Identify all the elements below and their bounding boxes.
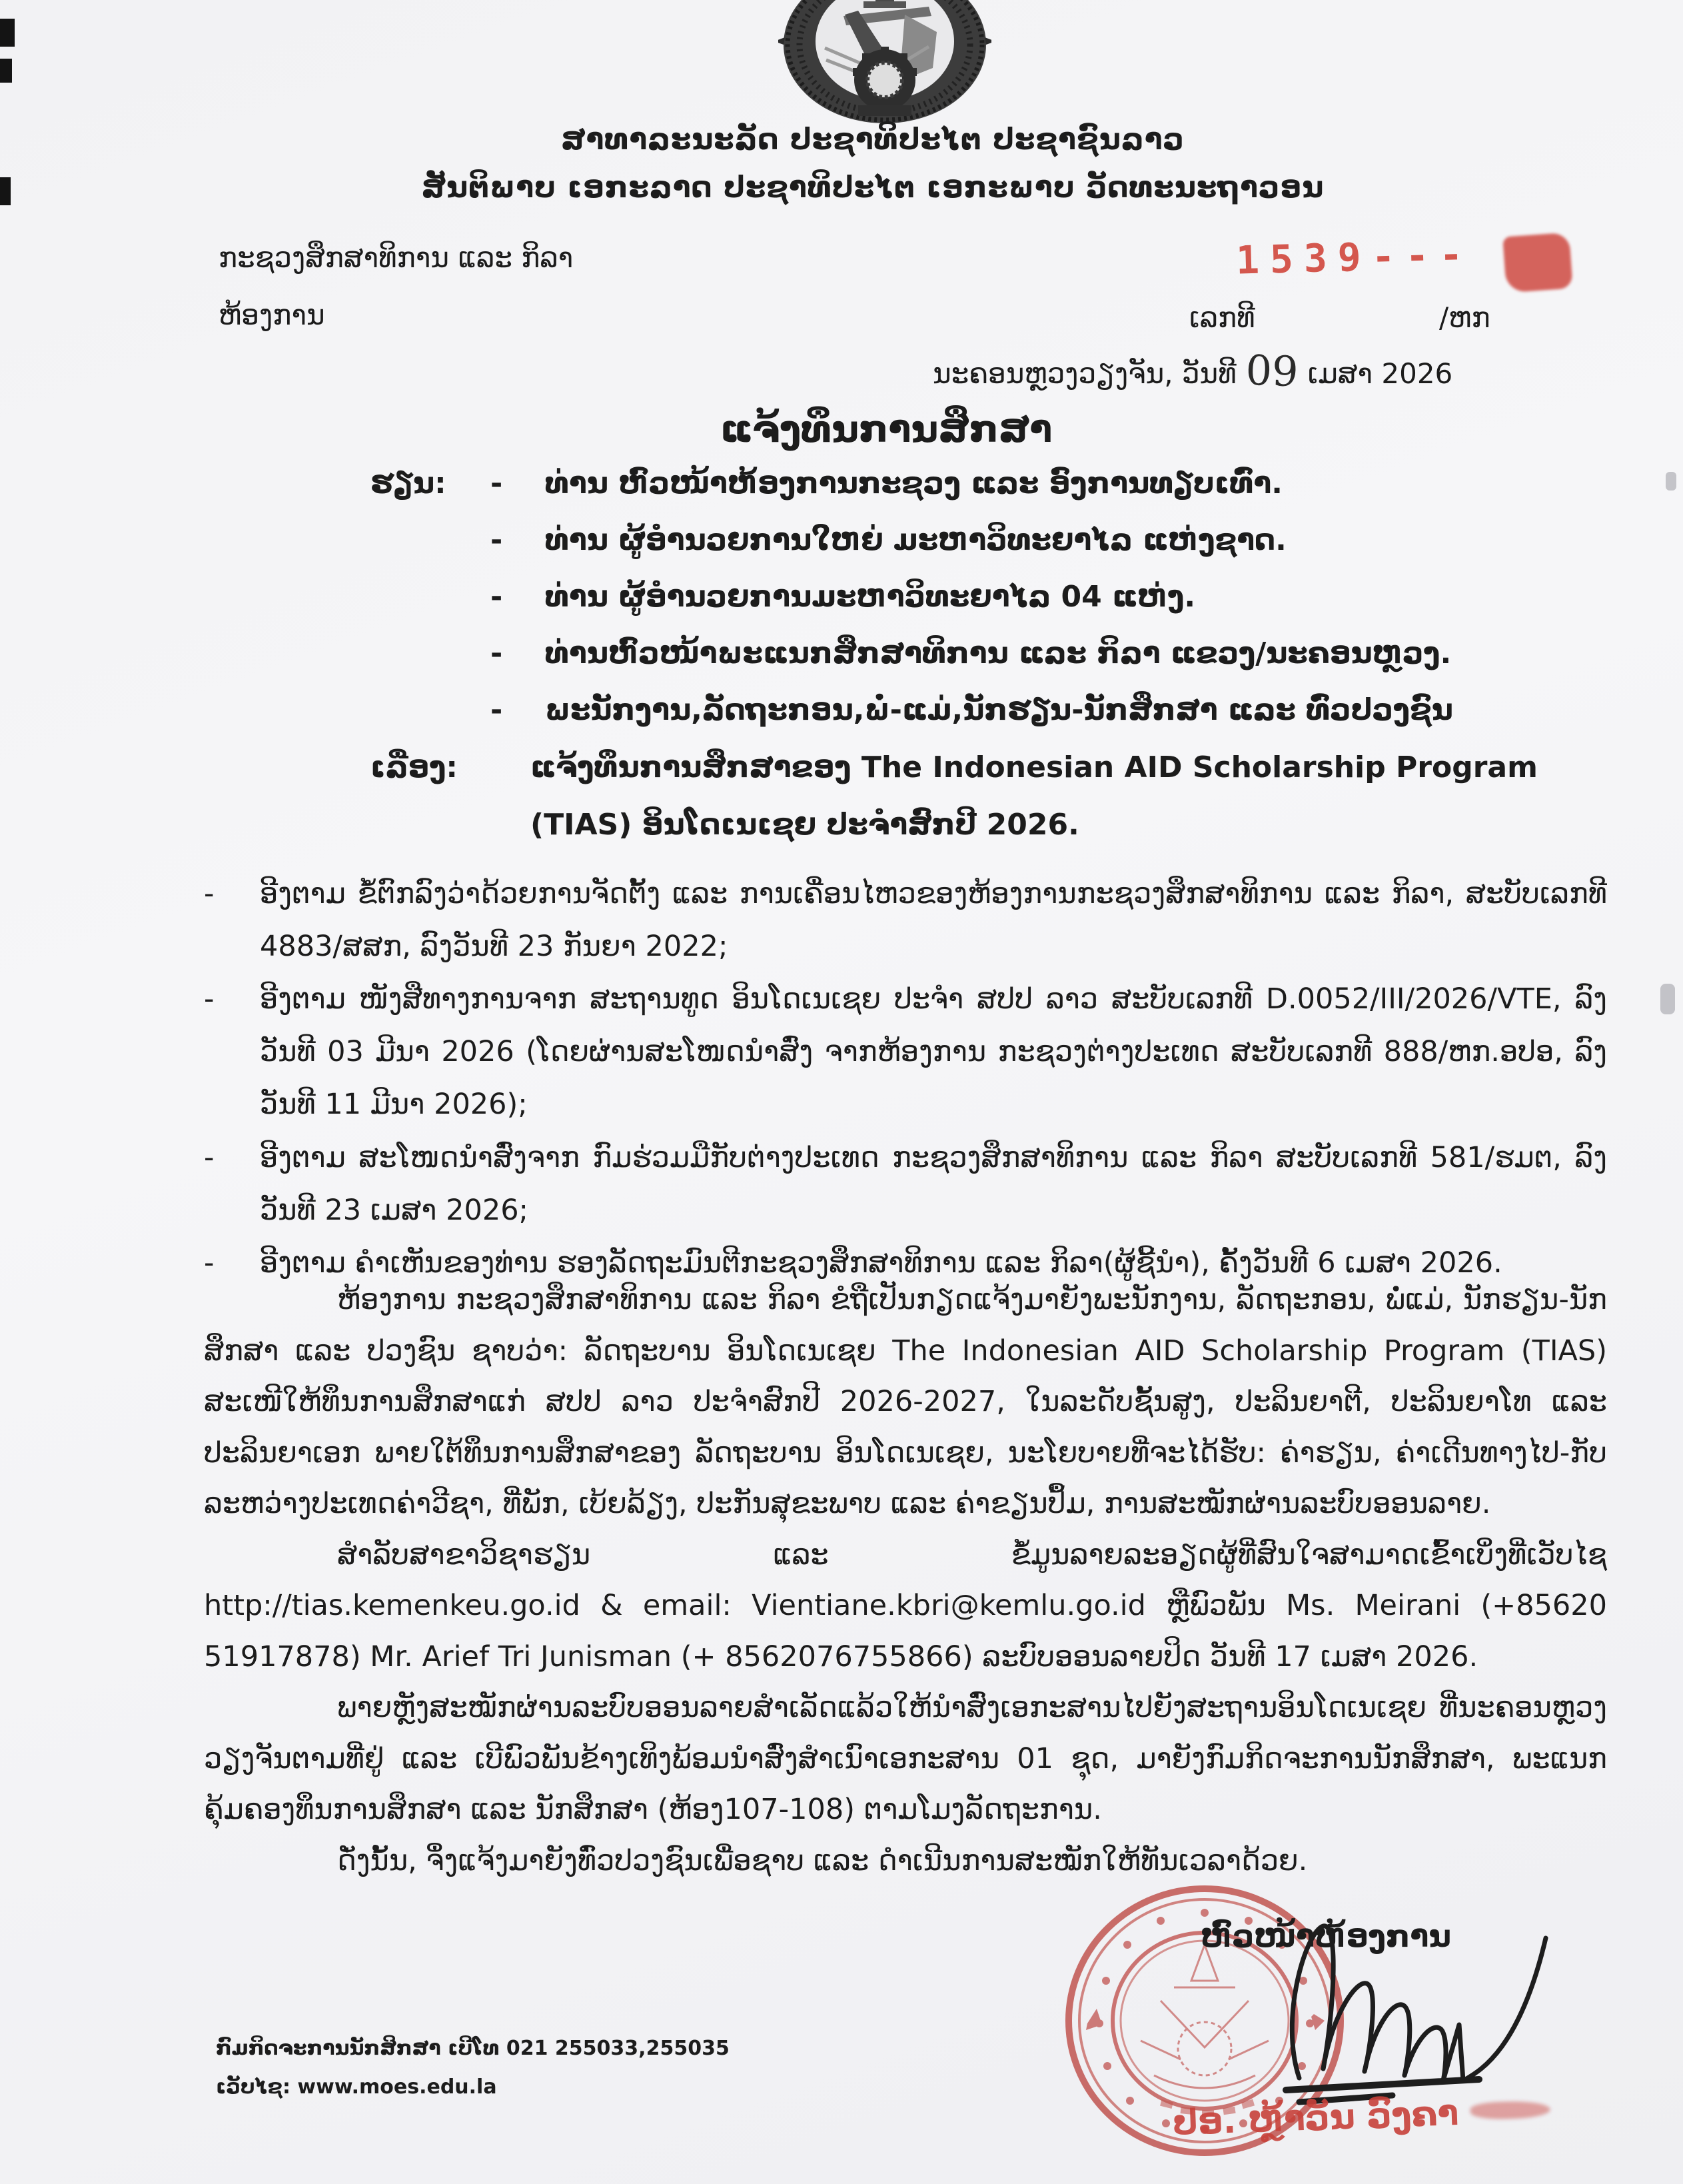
recipient-text: ທ່ານຫົວໜ້າພະແນກສຶກສາທິການ ແລະ ກິລາ ແຂວງ/ນະຄອນຫຼວງ.: [545, 636, 1452, 670]
recipient-text: ທ່ານ ຜູ້ອຳນວຍການມະຫາວິທະຍາໄລ 04 ແຫ່ງ.: [545, 580, 1196, 614]
recipient-item: [490, 580, 1636, 614]
footer-contact: ກົມກິດຈະການນັກສິກສາ ເບີໂທ 021 255033,255035: [216, 2037, 730, 2060]
bullet-dash: -: [204, 877, 215, 910]
scan-artifact-left-1: [0, 19, 15, 47]
ref-number-suffix: /ຫກ: [1439, 301, 1490, 334]
basis-item: [204, 1132, 1607, 1237]
signature-ink: [1259, 1911, 1632, 2118]
bullet-dash: -: [490, 580, 503, 614]
stamped-reference-number: 1539---: [1235, 231, 1474, 283]
office-line: ຫ້ອງການ: [219, 299, 325, 331]
bullet-dash: -: [204, 982, 215, 1016]
body-paragraph-2: ສຳລັບສາຂາວິຊາຮຽນ ແລະ ຂໍ້ມູນລາຍລະອຽດຜູ້ທີ່ສົນໃຈສາມາດເຂົ້າເບິ່ງທີ່ເວັບໄຊ http://tias.kemenkeu.go.id & email: Vientiane.kbri@kemlu.go.id ຫຼືພົວພັນ Ms. Meirani (+85620 51917878) Mr. Arief Tri Junisman (+ 8562076755866) ລະບົບອອນລາຍປິດ ວັນທີ 17 ເມສາ 2026.: [204, 1538, 1607, 1673]
body-paragraph-3: ພາຍຫຼັງສະໝັກຜ່ານລະບົບອອນລາຍສຳເລັດແລ້ວໃຫ້ນຳສົ່ງເອກະສານໄປຍັງສະຖານອິນໂດເນເຊຍ ທີ່ນະຄອນຫຼວງວຽງຈັນຕາມທີ່ຢູ່ ແລະ ເບີພົວພັນຂ້າງເທິງພ້ອມນຳສົ່ງສຳເນົາເອກະສານ 01 ຊຸດ, ມາຍັງກົມກິດຈະການນັກສຶກສາ, ພະແນກຄຸ້ມຄອງທຶນການສຶກສາ ແລະ ນັກສຶກສາ (ຫ້ອງ107-108) ຕາມໂມງລັດຖະການ.: [204, 1691, 1607, 1827]
basis-list: [204, 868, 1607, 1290]
signature-title: ຫົວໜ້າຫ້ອງການ: [1201, 1918, 1451, 1954]
basis-text: ອີງຕາມ ຄຳເຫັນຂອງທ່ານ ຮອງລັດຖະມົນຕີກະຊວງສຶກສາທິການ ແລະ ກິລາ(ຜູ້ຊີ້ນຳ), ຄັ້ງວັນທີ 6 ເມສາ 2026.: [260, 1246, 1502, 1280]
recipient-item: [490, 636, 1636, 670]
subject-label: ເລື່ອງ:: [370, 750, 458, 784]
header-national-motto-line2: ສັນຕິພາບ ເອກະລາດ ປະຊາທິປະໄຕ ເອກະພາບ ວັດທະນະຖາວອນ: [421, 171, 1325, 205]
national-emblem-image: [778, 0, 991, 135]
scan-artifact-right-1: [1666, 472, 1676, 491]
date-line: [933, 341, 1453, 397]
letter-body: [204, 1274, 1607, 1886]
bullet-dash: -: [204, 1246, 215, 1280]
bullet-dash: -: [490, 693, 503, 727]
date-rest: ເມສາ 2026: [1307, 357, 1453, 390]
basis-text: ອີງຕາມ ຂໍ້ຕົກລົງວ່າດ້ວຍການຈັດຕັ້ງ ແລະ ການເຄື່ອນໄຫວຂອງຫ້ອງການກະຊວງສຶກສາທິການ ແລະ ກິລາ, ສະບັບເລກທີ 4883/ສສກ, ລົງວັນທີ 23 ກັນຍາ 2022;: [260, 877, 1607, 964]
recipient-text: ພະນັກງານ,ລັດຖະກອນ,ພໍ່-ແມ່,ນັກຮຽນ-ນັກສຶກສາ ແລະ ທົ່ວປວງຊົນ: [545, 693, 1453, 727]
body-paragraph-1: ຫ້ອງການ ກະຊວງສຶກສາທິການ ແລະ ກິລາ ຂໍຖືເປັນກຽດແຈ້ງມາຍັງພະນັກງານ, ລັດຖະກອນ, ພໍ່ແມ່, ນັກຮຽນ-ນັກສຶກສາ ແລະ ປວງຊົນ ຊາບວ່າ: ລັດຖະບານ ອິນໂດເນເຊຍ The Indonesian AID Scholarship Program (TIAS) ສະເໜີໃຫ້ທຶນການສຶກສາແກ່ ສປປ ລາວ ປະຈຳສົກປີ 2026-2027, ໃນລະດັບຊັ້ນສູງ, ປະລິນຍາຕີ, ປະລິນຍາໂທ ແລະ ປະລິນຍາເອກ ພາຍໃຕ້ທຶນການສຶກສາຂອງ ລັດຖະບານ ອິນໂດເນເຊຍ, ນະໂຍບາຍທີ່ຈະໄດ້ຮັບ: ຄ່າຮຽນ, ຄ່າເດີນທາງໄປ-ກັບ ລະຫວ່າງປະເທດຄ່າວີຊາ, ທີ່ພັກ, ເບ້ຍລ້ຽງ, ປະກັນສຸຂະພາບ ແລະ ຄ່າຂຽນປຶ້ມ, ການສະໝັກຜ່ານລະບົບອອນລາຍ.: [204, 1283, 1607, 1521]
recipient-item: [490, 523, 1636, 557]
basis-item: [204, 973, 1607, 1131]
ministry-line: ກະຊວງສຶກສາທິການ ແລະ ກິລາ: [219, 241, 574, 274]
bullet-dash: -: [204, 1140, 215, 1174]
scan-artifact-right-2: [1660, 984, 1675, 1014]
stamp-name-smudge: [1470, 2100, 1551, 2120]
recipient-item: [490, 467, 1636, 501]
date-prefix: ນະຄອນຫຼວງວຽງຈັນ, ວັນທີ: [933, 357, 1237, 390]
bullet-dash: -: [490, 523, 503, 557]
stamp-smudge: [1502, 233, 1573, 293]
bullet-dash: -: [490, 467, 503, 501]
body-paragraph-4: ດັ່ງນັ້ນ, ຈຶ່ງແຈ້ງມາຍັງທົ່ວປວງຊົນເພື່ອຊາບ ແລະ ດຳເນີນການສະໝັກໃຫ້ທັນເວລາດ້ວຍ.: [337, 1843, 1308, 1877]
document-title: ແຈ້ງທຶນການສຶກສາ: [720, 408, 1053, 451]
footer-website: ເວັບໄຊ: www.moes.edu.la: [216, 2075, 497, 2099]
recipient-text: ທ່ານ ຫົວໜ້າຫ້ອງການກະຊວງ ແລະ ອົງການທຽບເທົ່າ.: [545, 467, 1283, 501]
scan-artifact-left-3: [0, 177, 11, 205]
stamped-name-text: ປອ. ຫຼ້າວັນ ວົງຄາ: [1172, 2093, 1460, 2143]
handwritten-day: 09: [1245, 345, 1299, 397]
recipient-text: ທ່ານ ຜູ້ອຳນວຍການໃຫຍ່ ມະຫາວິທະຍາໄລ ແຫ່ງຊາດ.: [545, 523, 1287, 557]
scan-artifact-left-2: [0, 59, 12, 83]
header-national-motto-line1: ສາທາລະນະລັດ ປະຊາທິປະໄຕ ປະຊາຊົນລາວ: [561, 123, 1185, 157]
subject-line1: ແຈ້ງທຶນການສຶກສາຂອງ The Indonesian AID Scholarship Program: [530, 750, 1538, 784]
subject-line2: (TIAS) ອິນໂດເນເຊຍ ປະຈຳສົກປີ 2026.: [530, 808, 1079, 842]
basis-text: ອີງຕາມ ສະໂໜດນຳສົ່ງຈາກ ກົມຮ່ວມມືກັບຕ່າງປະເທດ ກະຊວງສຶກສາທິການ ແລະ ກິລາ ສະບັບເລກທີ 581/ຮມຕ, ລົງວັນທີ 23 ເມສາ 2026;: [260, 1140, 1607, 1227]
ref-number-label: ເລກທີ: [1189, 301, 1255, 334]
basis-text: ອີງຕາມ ໜັງສືທາງການຈາກ ສະຖານທູດ ອິນໂດເນເຊຍ ປະຈຳ ສປປ ລາວ ສະບັບເລກທີ D.0052/III/2026/VTE, ລົງວັນທີ 03 ມີນາ 2026 (ໂດຍຜ່ານສະໂໜດນຳສົ່ງ ຈາກຫ້ອງການ ກະຊວງຕ່າງປະເທດ ສະບັບເລກທີ 888/ຫກ.ອປອ, ລົງວັນທີ 11 ມີນາ 2026);: [260, 982, 1607, 1122]
bullet-dash: -: [490, 636, 503, 670]
recipient-item: [490, 693, 1636, 727]
recipient-to-label: ຮຽນ:: [370, 467, 446, 501]
basis-item: [204, 868, 1607, 973]
